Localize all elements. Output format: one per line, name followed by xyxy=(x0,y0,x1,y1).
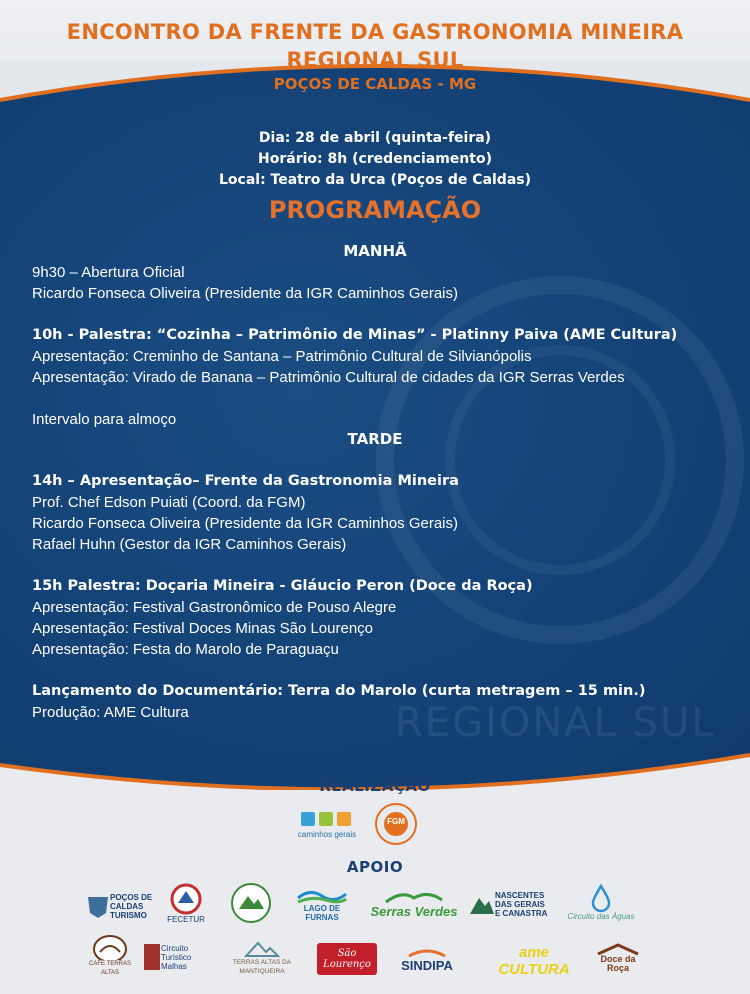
logo-text: CAFÉ TERRAS ALTAS xyxy=(89,961,131,976)
logo-text: FGM xyxy=(387,817,405,826)
mountain-icon xyxy=(230,882,272,924)
peak-icon xyxy=(244,940,280,958)
list-item: Apresentação: Virado de Banana – Patrimônio Cultural de cidades da IGR Serras Verdes xyxy=(32,369,625,386)
lago-furnas-logo xyxy=(292,884,352,924)
apoio-heading: APOIO xyxy=(346,858,404,876)
title-line-2: REGIONAL SUL xyxy=(286,48,464,72)
badge-icon xyxy=(143,943,161,971)
hills-icon xyxy=(384,890,444,904)
terras-altas-mantiqueira-logo xyxy=(222,940,302,976)
fecetur-icon xyxy=(170,883,202,915)
nascentes-logo xyxy=(468,884,552,924)
manha-list xyxy=(32,262,732,430)
caminhos-gerais-logo xyxy=(296,806,358,842)
event-date: Dia: 28 de abril (quinta-feira) xyxy=(258,130,492,146)
list-item: 10h - Palestra: “Cozinha – Patrimônio de Minas” - Platinny Paiva (AME Cultura) xyxy=(32,327,678,343)
manha-heading: MANHÃ xyxy=(343,242,407,260)
logo-text: Doce da Roça xyxy=(600,954,636,973)
tarde-list xyxy=(32,471,732,723)
list-item: Rafael Huhn (Gestor da IGR Caminhos Gerais) xyxy=(32,536,347,553)
circuito-aguas-logo xyxy=(564,878,638,926)
coffee-icon xyxy=(92,934,128,960)
watermark-text: REGIONAL SUL xyxy=(395,700,716,746)
list-item: Apresentação: Festival Gastronômico de Pouso Alegre xyxy=(32,599,397,616)
water-drop-icon xyxy=(587,884,615,912)
list-item: Apresentação: Festival Doces Minas São Lourenço xyxy=(32,620,374,637)
wave-icon xyxy=(407,948,447,958)
logo-text: ame CULTURA xyxy=(498,944,570,978)
list-item: Produção: AME Cultura xyxy=(32,704,189,721)
logo-text: São Lourenço xyxy=(317,943,377,975)
logo-text: POÇOS DE CALDAS TURISMO xyxy=(110,892,153,920)
tarde-heading: TARDE xyxy=(347,430,403,448)
event-info xyxy=(0,128,750,191)
sindipa-logo xyxy=(392,940,462,980)
header xyxy=(0,18,750,94)
event-time: Horário: 8h (credenciamento) xyxy=(258,151,492,167)
mountain-icon xyxy=(469,892,495,916)
pocos-turismo-logo xyxy=(84,886,156,926)
circuito-logo xyxy=(228,880,274,926)
logo-text: TERRAS ALTAS DA MANTIQUEIRA xyxy=(232,959,292,975)
list-item: 15h Palestra: Doçaria Mineira - Gláucio Peron (Doce da Roça) xyxy=(32,578,533,594)
list-item: Intervalo para almoço xyxy=(32,411,177,428)
realizacao-heading: REALIZAÇÃO xyxy=(319,777,431,795)
doce-da-roca-logo xyxy=(594,938,642,978)
logo-text: LAGO DE FURNAS xyxy=(303,904,341,922)
logo-text: Circuito Turístico Malhas xyxy=(161,943,192,971)
logo-text: Circuito das Águas xyxy=(567,911,635,921)
lake-icon xyxy=(296,886,348,904)
fgm-logo xyxy=(372,800,420,848)
subtitle: POÇOS DE CALDAS - MG xyxy=(273,75,477,93)
list-item: Ricardo Fonseca Oliveira (Presidente da IGR Caminhos Gerais) xyxy=(32,285,458,302)
logo-text: FECETUR xyxy=(167,914,205,924)
list-item: 9h30 – Abertura Oficial xyxy=(32,264,185,281)
circuito-malhas-logo xyxy=(142,938,214,976)
logo-text: Serras Verdes xyxy=(370,903,458,919)
title-line-1: ENCONTRO DA FRENTE DA GASTRONOMIA MINEIRA xyxy=(66,20,684,44)
list-item: Lançamento do Documentário: Terra do Marolo (curta metragem – 15 min.) xyxy=(32,683,646,699)
fecetur-logo xyxy=(166,880,206,926)
list-item: Prof. Chef Edson Puiati (Coord. da FGM) xyxy=(32,494,306,511)
logo-text: caminhos gerais xyxy=(297,829,357,839)
ame-cultura-logo xyxy=(498,944,570,978)
logo-text: SINDIPA xyxy=(401,957,453,973)
list-item: Ricardo Fonseca Oliveira (Presidente da IGR Caminhos Gerais) xyxy=(32,515,458,532)
cafe-terras-altas-logo xyxy=(88,934,132,978)
serras-verdes-logo xyxy=(368,884,460,924)
list-item: 14h – Apresentação– Frente da Gastronomia Mineira xyxy=(32,473,459,489)
list-item: Apresentação: Festa do Marolo de Paraguaçu xyxy=(32,641,339,658)
list-item: Apresentação: Creminho de Santana – Patrimônio Cultural de Silvianópolis xyxy=(32,348,532,365)
caminhos-gerais-icon xyxy=(299,810,355,830)
event-place: Local: Teatro da Urca (Poços de Caldas) xyxy=(218,172,532,188)
logo-text: NASCENTES DAS GERAIS E CANASTRA xyxy=(495,890,548,918)
programacao-title: PROGRAMAÇÃO xyxy=(268,196,482,224)
sao-lourenco-logo xyxy=(316,944,378,974)
crest-icon xyxy=(86,893,110,919)
